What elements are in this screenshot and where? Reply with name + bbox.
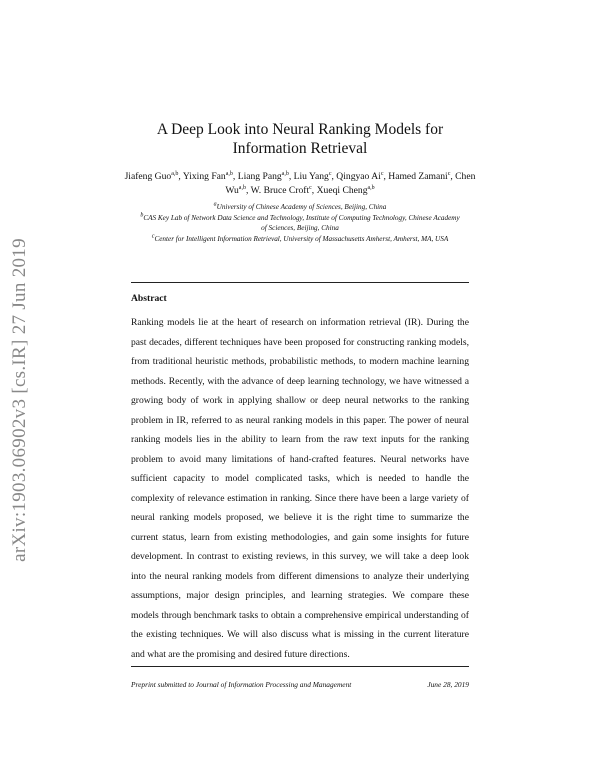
author-separator: , <box>178 171 183 182</box>
arxiv-identifier-stamp <box>8 220 32 580</box>
author-separator: , <box>288 171 294 182</box>
author-list <box>124 170 476 198</box>
author-affil-mark: c <box>328 170 332 177</box>
arxiv-stamp-text: arXiv:1903.06902v3 [cs.IR] 27 Jun 2019 <box>9 238 31 562</box>
affiliation-item <box>138 234 462 245</box>
author-separator: , <box>450 171 456 182</box>
affiliation-text: CAS Key Lab of Network Data Science and Technology, Institute of Computing Technology, Chinese Academy of Sciences, Beijing, China <box>143 213 460 232</box>
affiliation-mark: c <box>151 233 155 240</box>
footer-date: June 28, 2019 <box>427 680 469 689</box>
title-line-2: Information Retrieval <box>232 140 368 157</box>
author-separator: , <box>245 185 251 196</box>
author-name: W. Bruce Croft <box>250 185 310 196</box>
author-affil-mark: a,b <box>171 170 179 177</box>
affiliation-mark: b <box>140 212 144 219</box>
author-separator: , <box>383 171 389 182</box>
affiliation-item <box>138 202 462 213</box>
author-name: Jiafeng Guo <box>124 171 172 182</box>
author-affil-mark: c <box>380 170 384 177</box>
affiliation-text: Center for Intelligent Information Retrieval, University of Massachusetts Amherst, Amherst, MA, USA <box>154 234 449 243</box>
affiliation-text: University of Chinese Academy of Sciences, Beijing, China <box>216 203 387 211</box>
author-affil-mark: a,b <box>367 184 375 191</box>
abstract-bottom-rule <box>131 666 469 667</box>
affiliation-item <box>138 213 462 234</box>
author-name: Liu Yang <box>293 171 329 182</box>
author-affil-mark: a,b <box>238 184 246 191</box>
page-footer <box>131 680 469 689</box>
author-affil-mark: c <box>309 184 312 191</box>
author-name: Liang Pang <box>237 171 282 182</box>
author-name: Yixing Fan <box>182 171 226 182</box>
abstract-body: Ranking models lie at the heart of research on information retrieval (IR). During the past decades, different techniques have been proposed for constructing ranking models, from traditional heuristic methods, probabilistic methods, to modern machine learning methods. Recently, with the advance of deep learning technology, we have witnessed a growing body of work in applying shallow or deep neural networks to the ranking problem in IR, referred to as neural ranking models in this paper. The power of neural ranking models lies in the ability to learn from the raw text inputs for the ranking problem to avoid many limitations of hand-crafted features. Neural networks have sufficient capacity to model complicated tasks, which is needed to handle the complexity of relevance estimation in ranking. Since there have been a large variety of neural ranking models proposed, we believe it is the right time to summarize the current status, learn from existing methodologies, and gain some insights for future development. In contrast to existing reviews, in this survey, we will take a deep look into the neural ranking models from different dimensions to analyze their underlying assumptions, major design principles, and learning strategies. We compare these models through benchmark tasks to obtain a comprehensive empirical understanding of the existing techniques. We will also discuss what is missing in the current literature and what are the promising and desired future directions. <box>131 317 469 660</box>
author-name: Hamed Zamani <box>388 171 448 182</box>
title-line-1: A Deep Look into Neural Ranking Models for <box>156 121 444 138</box>
author-separator: , <box>232 171 238 182</box>
author-separator: , <box>331 171 337 182</box>
affiliation-mark: a <box>213 201 217 208</box>
author-affil-mark: a,b <box>281 170 289 177</box>
abstract-top-rule <box>131 282 469 283</box>
author-affil-mark: c <box>447 170 451 177</box>
footer-journal-note: Preprint submitted to Journal of Information Processing and Management <box>131 680 352 689</box>
author-name: Qingyao Ai <box>336 171 381 182</box>
author-affil-mark: a,b <box>225 170 233 177</box>
author-separator: , <box>311 185 317 196</box>
author-name: Xueqi Cheng <box>316 185 368 196</box>
abstract-heading: Abstract <box>131 293 167 304</box>
author-name: Chen Wu <box>225 171 476 196</box>
paper-title <box>100 120 500 158</box>
affiliation-list <box>138 202 462 244</box>
